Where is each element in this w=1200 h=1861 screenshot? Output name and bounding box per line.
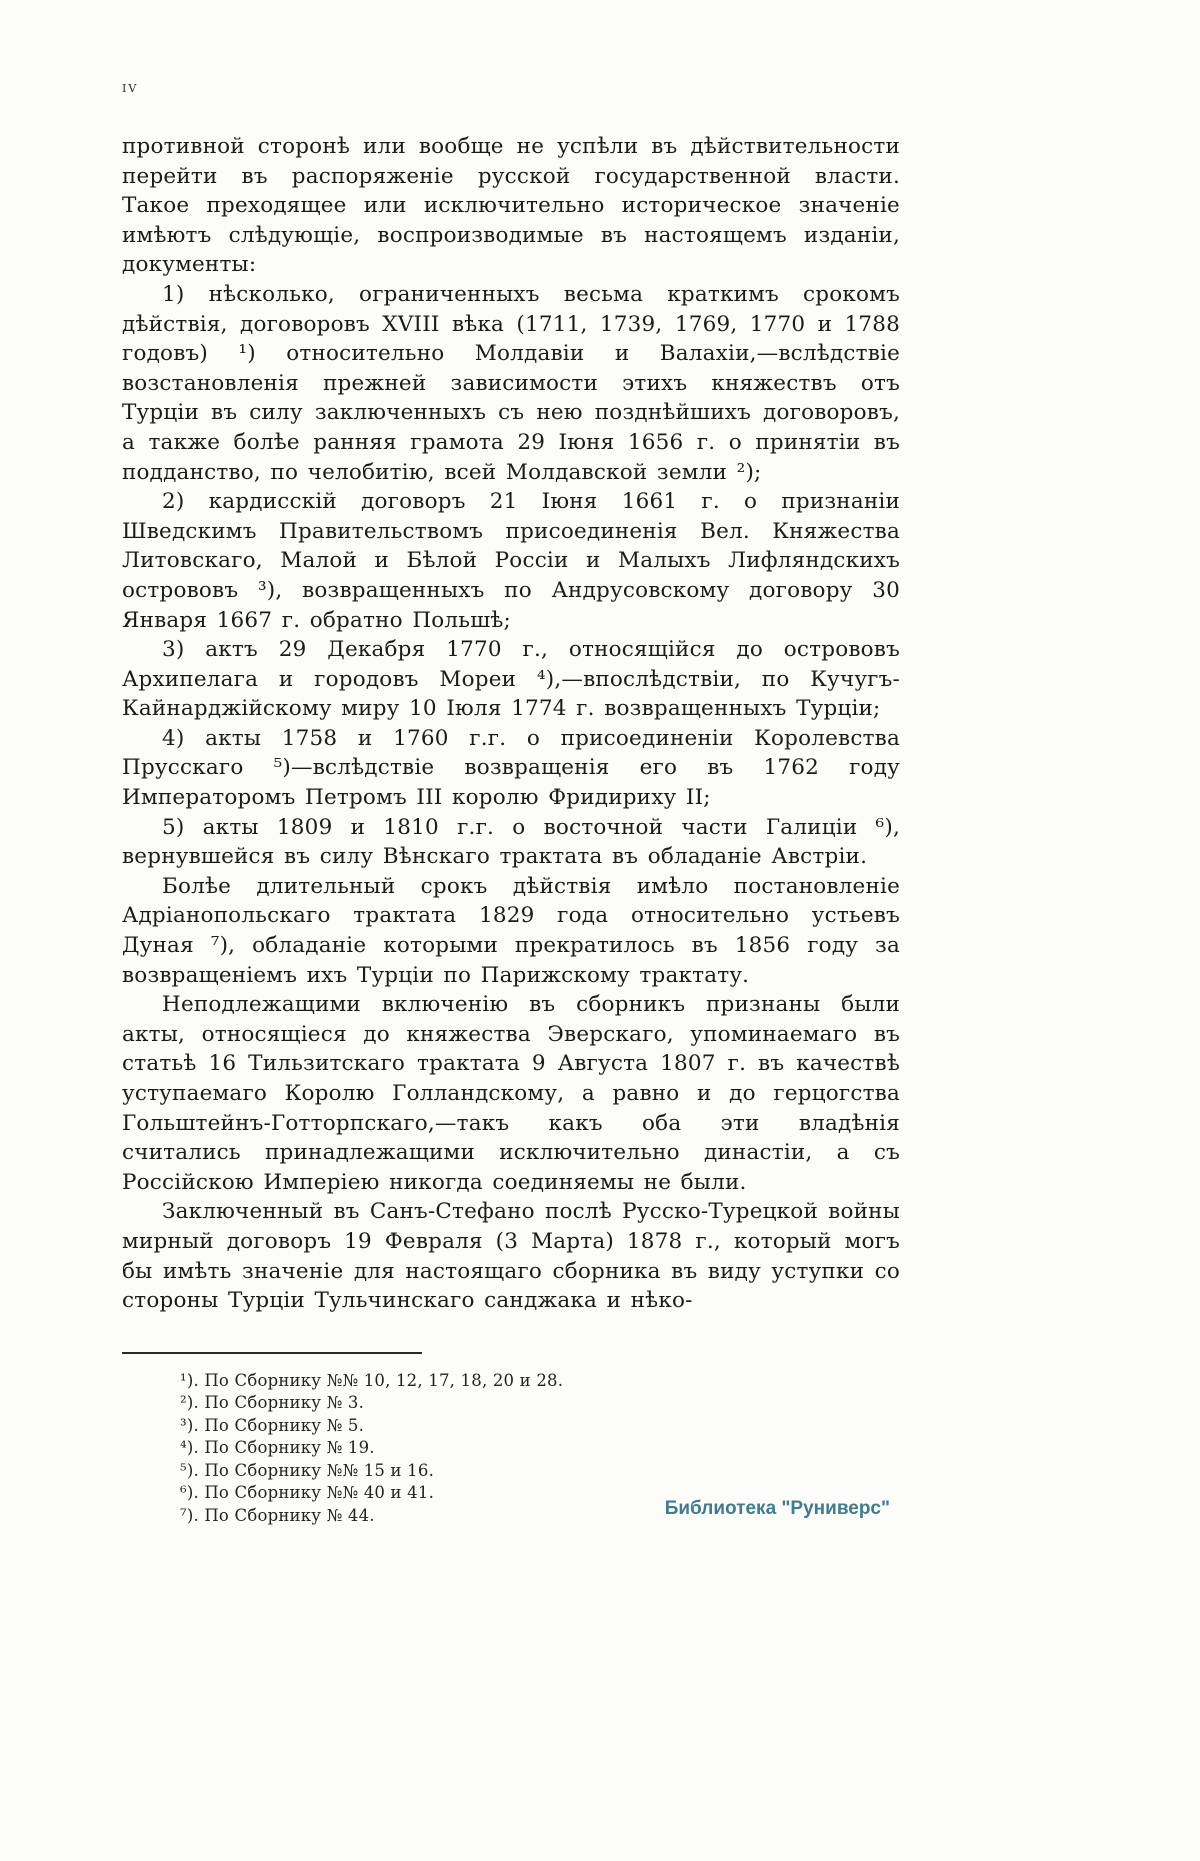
- footnote: ⁶). По Сборнику №№ 40 и 41.: [180, 1483, 435, 1503]
- body-paragraph: Заключенный въ Санъ-Стефано послѣ Русско-Турецкой войны мирный договоръ 19 Февраля (3 Марта) 1878 г., который могъ бы имѣть значеніе для настоящаго сборника въ виду уступки со стороны Турціи Тульчинскаго санджака и нѣко-: [122, 1199, 900, 1314]
- footnote: ⁴). По Сборнику № 19.: [180, 1438, 375, 1458]
- footnote: ⁵). По Сборнику №№ 15 и 16.: [180, 1460, 435, 1480]
- body-paragraph: Болѣе длительный срокъ дѣйствія имѣло постановленіе Адріанопольскаго трактата 1829 года относительно устьевъ Дуная ⁷), обладаніе которыми прекратилось въ 1856 году за возвращеніемъ ихъ Турціи по Парижскому трактату.: [122, 873, 900, 988]
- body-paragraph: 3) актъ 29 Декабря 1770 г., относящійся до острововъ Архипелага и городовъ Мореи ⁴),—впослѣдствіи, по Кучугъ-Кайнарджійскому миру 10 Іюля 1774 г. возвращенныхъ Турціи;: [122, 637, 900, 722]
- body-paragraph: 4) акты 1758 и 1760 г.г. о присоединеніи Королевства Прусскаго ⁵)—вслѣдствіе возвращенія его въ 1762 году Императоромъ Петромъ III королю Фридириху II;: [122, 725, 900, 811]
- footnote: ²). По Сборнику № 3.: [180, 1393, 365, 1413]
- footnote-separator: [122, 1352, 422, 1354]
- footnote: ³). По Сборнику № 5.: [180, 1415, 365, 1435]
- body-paragraph: 5) акты 1809 и 1810 г.г. о восточной части Галиціи ⁶), вернувшейся въ силу Вѣнскаго трактата въ обладаніе Австріи.: [122, 814, 900, 870]
- body-paragraph: Неподлежащими включенію въ сборникъ признаны были акты, относящіеся до княжества Эверскаго, упоминаемаго въ статьѣ 16 Тильзитскаго трактата 9 Августа 1807 г. въ качествѣ уступаемаго Королю Голландскому, а равно и до герцогства Гольштейнъ-Готторпскаго,—такъ какъ оба эти владѣнія считались принадлежащими исключительно династіи, а съ Россійскою Имперіею никогда соединяемы не были.: [122, 992, 900, 1195]
- footnote: ¹). По Сборнику №№ 10, 12, 17, 18, 20 и 28.: [180, 1370, 564, 1390]
- page-body: [122, 132, 900, 1527]
- body-paragraph: 1) нѣсколько, ограниченныхъ весьма краткимъ срокомъ дѣйствія, договоровъ XVIII вѣка (1711, 1739, 1769, 1770 и 1788 годовъ) ¹) относительно Молдавіи и Валахіи,—вслѣдствіе возстановленія прежней зависимости этихъ княжествъ отъ Турціи въ силу заключенныхъ съ нею позднѣйшихъ договоровъ, а также болѣе ранняя грамота 29 Іюня 1656 г. о принятіи въ подданство, по челобитію, всей Молдавской земли ²);: [122, 281, 900, 485]
- body-paragraph: противной сторонѣ или вообще не успѣли въ дѣйствительности перейти въ распоряженіе русской государственной власти. Такое преходящее или исключительно историческое значеніе имѣютъ слѣдующіе, воспроизводимые въ настоящемъ изданіи, документы:: [122, 134, 900, 278]
- body-paragraph: 2) кардисскій договоръ 21 Іюня 1661 г. о признаніи Шведскимъ Правительствомъ присоединенія Вел. Княжества Литовскаго, Малой и Бѣлой Россіи и Малыхъ Лифляндскихъ острововъ ³), возвращенныхъ по Андрусовскому договору 30 Января 1667 г. обратно Польшѣ;: [122, 489, 900, 633]
- footnote: ⁷). По Сборнику № 44.: [180, 1505, 375, 1525]
- page-number: iv: [122, 78, 139, 96]
- library-watermark: Библиотека "Руниверс": [664, 1498, 890, 1519]
